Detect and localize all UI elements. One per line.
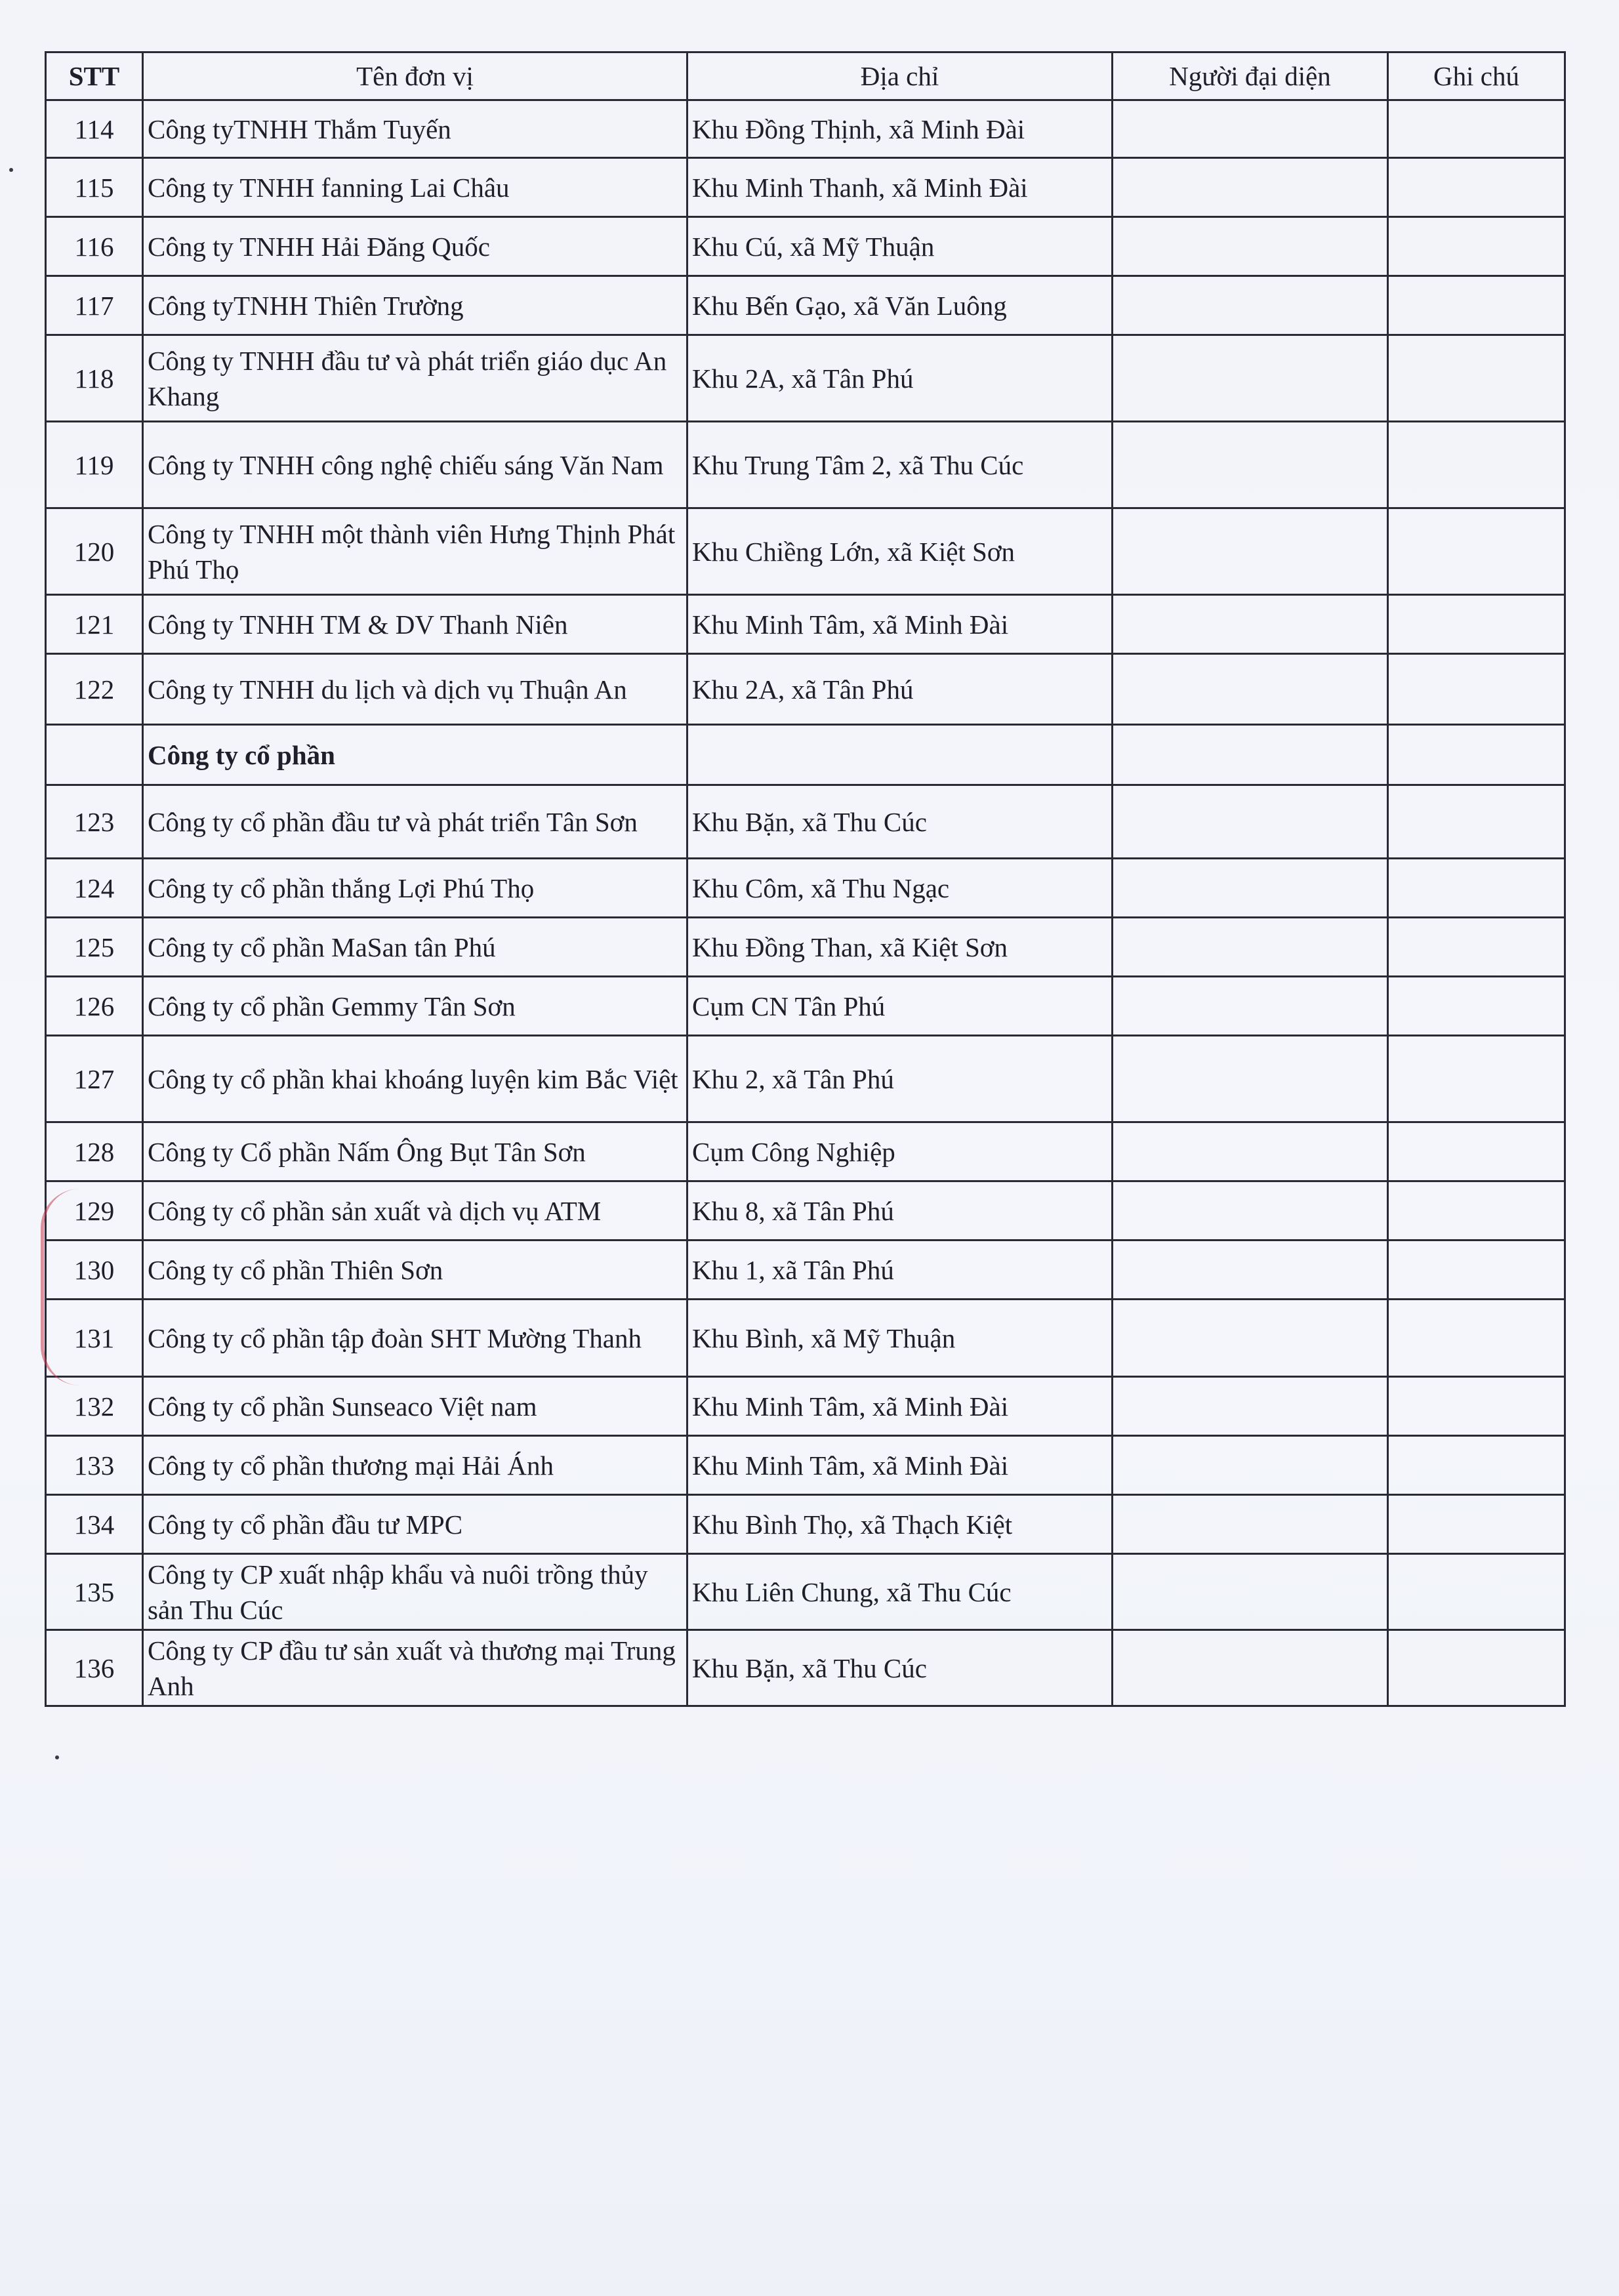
cell-representative bbox=[1113, 918, 1388, 977]
cell-note bbox=[1388, 1377, 1565, 1436]
cell-note bbox=[1388, 1036, 1565, 1122]
cell-unit-name: Công ty cổ phần bbox=[143, 725, 687, 785]
cell-note bbox=[1388, 100, 1565, 158]
cell-note bbox=[1388, 508, 1565, 595]
table-row bbox=[46, 217, 1565, 276]
cell-address: Khu 2A, xã Tân Phú bbox=[687, 654, 1113, 725]
cell-stt: 121 bbox=[46, 595, 143, 654]
cell-representative bbox=[1113, 1036, 1388, 1122]
table-row bbox=[46, 1240, 1565, 1300]
table-row bbox=[46, 100, 1565, 158]
cell-note bbox=[1388, 725, 1565, 785]
cell-unit-name: Công ty cổ phần Gemmy Tân Sơn bbox=[143, 977, 687, 1036]
table-row bbox=[46, 1630, 1565, 1706]
cell-note bbox=[1388, 1240, 1565, 1300]
cell-note bbox=[1388, 158, 1565, 217]
cell-representative bbox=[1113, 725, 1388, 785]
cell-address: Khu Côm, xã Thu Ngạc bbox=[687, 859, 1113, 918]
cell-unit-name: Công ty CP đầu tư sản xuất và thương mại Trung Anh bbox=[143, 1630, 687, 1706]
cell-note bbox=[1388, 422, 1565, 508]
cell-address: Khu Đồng Thịnh, xã Minh Đài bbox=[687, 100, 1113, 158]
header-representative: Người đại diện bbox=[1113, 52, 1388, 100]
cell-stt: 128 bbox=[46, 1122, 143, 1181]
header-note: Ghi chú bbox=[1388, 52, 1565, 100]
cell-stt: 123 bbox=[46, 785, 143, 859]
cell-address: Khu Bặn, xã Thu Cúc bbox=[687, 1630, 1113, 1706]
cell-note bbox=[1388, 1300, 1565, 1377]
header-unit-name: Tên đơn vị bbox=[143, 52, 687, 100]
header-address: Địa chỉ bbox=[687, 52, 1113, 100]
cell-stt: 134 bbox=[46, 1495, 143, 1554]
cell-stt: 136 bbox=[46, 1630, 143, 1706]
cell-address: Khu Trung Tâm 2, xã Thu Cúc bbox=[687, 422, 1113, 508]
cell-note bbox=[1388, 859, 1565, 918]
table-row bbox=[46, 859, 1565, 918]
cell-stt: 117 bbox=[46, 276, 143, 335]
cell-unit-name: Công ty cổ phần thương mại Hải Ánh bbox=[143, 1436, 687, 1495]
cell-address: Cụm CN Tân Phú bbox=[687, 977, 1113, 1036]
cell-representative bbox=[1113, 217, 1388, 276]
cell-stt: 135 bbox=[46, 1554, 143, 1630]
table-row bbox=[46, 1495, 1565, 1554]
cell-unit-name: Công ty TNHH đầu tư và phát triển giáo dục An Khang bbox=[143, 335, 687, 422]
cell-representative bbox=[1113, 335, 1388, 422]
cell-address: Khu Chiềng Lớn, xã Kiệt Sơn bbox=[687, 508, 1113, 595]
cell-stt: 131 bbox=[46, 1300, 143, 1377]
cell-representative bbox=[1113, 1436, 1388, 1495]
cell-representative bbox=[1113, 1630, 1388, 1706]
table-row bbox=[46, 918, 1565, 977]
cell-unit-name: Công ty CP xuất nhập khẩu và nuôi trồng thủy sản Thu Cúc bbox=[143, 1554, 687, 1630]
cell-unit-name: Công ty TNHH du lịch và dịch vụ Thuận An bbox=[143, 654, 687, 725]
table-row bbox=[46, 1377, 1565, 1436]
cell-representative bbox=[1113, 1181, 1388, 1240]
cell-representative bbox=[1113, 100, 1388, 158]
cell-stt: 124 bbox=[46, 859, 143, 918]
cell-stt: 116 bbox=[46, 217, 143, 276]
cell-unit-name: Công ty cổ phần tập đoàn SHT Mường Thanh bbox=[143, 1300, 687, 1377]
cell-unit-name: Công ty TNHH công nghệ chiếu sáng Văn Nam bbox=[143, 422, 687, 508]
cell-unit-name: Công ty cổ phần khai khoáng luyện kim Bắc Việt bbox=[143, 1036, 687, 1122]
cell-note bbox=[1388, 276, 1565, 335]
cell-representative bbox=[1113, 595, 1388, 654]
cell-stt: 122 bbox=[46, 654, 143, 725]
cell-representative bbox=[1113, 654, 1388, 725]
section-row bbox=[46, 725, 1565, 785]
cell-stt: 118 bbox=[46, 335, 143, 422]
cell-address: Khu Bình Thọ, xã Thạch Kiệt bbox=[687, 1495, 1113, 1554]
cell-unit-name: Công ty cổ phần Sunseaco Việt nam bbox=[143, 1377, 687, 1436]
cell-address: Khu Minh Tâm, xã Minh Đài bbox=[687, 1436, 1113, 1495]
cell-note bbox=[1388, 217, 1565, 276]
table-body bbox=[46, 100, 1565, 1706]
cell-unit-name: Công ty cổ phần MaSan tân Phú bbox=[143, 918, 687, 977]
cell-stt: 119 bbox=[46, 422, 143, 508]
cell-address: Khu Đồng Than, xã Kiệt Sơn bbox=[687, 918, 1113, 977]
cell-unit-name: Công tyTNHH Thắm Tuyến bbox=[143, 100, 687, 158]
cell-stt bbox=[46, 725, 143, 785]
cell-note bbox=[1388, 1181, 1565, 1240]
table-row bbox=[46, 1122, 1565, 1181]
table-row bbox=[46, 508, 1565, 595]
cell-stt: 114 bbox=[46, 100, 143, 158]
cell-note bbox=[1388, 918, 1565, 977]
cell-unit-name: Công ty TNHH fanning Lai Châu bbox=[143, 158, 687, 217]
scan-speck bbox=[9, 168, 13, 172]
cell-representative bbox=[1113, 785, 1388, 859]
cell-note bbox=[1388, 1495, 1565, 1554]
cell-address: Khu Bình, xã Mỹ Thuận bbox=[687, 1300, 1113, 1377]
table-row bbox=[46, 654, 1565, 725]
cell-representative bbox=[1113, 1495, 1388, 1554]
cell-representative bbox=[1113, 859, 1388, 918]
cell-address: Khu 1, xã Tân Phú bbox=[687, 1240, 1113, 1300]
scan-speck bbox=[55, 1755, 59, 1759]
table-header-row bbox=[46, 52, 1565, 100]
cell-note bbox=[1388, 1436, 1565, 1495]
cell-unit-name: Công ty TNHH một thành viên Hưng Thịnh Phát Phú Thọ bbox=[143, 508, 687, 595]
cell-representative bbox=[1113, 1377, 1388, 1436]
table-row bbox=[46, 1036, 1565, 1122]
cell-unit-name: Công ty TNHH Hải Đăng Quốc bbox=[143, 217, 687, 276]
table-row bbox=[46, 158, 1565, 217]
cell-stt: 120 bbox=[46, 508, 143, 595]
cell-stt: 133 bbox=[46, 1436, 143, 1495]
cell-representative bbox=[1113, 508, 1388, 595]
cell-unit-name: Công tyTNHH Thiên Trường bbox=[143, 276, 687, 335]
cell-address: Khu Minh Tâm, xã Minh Đài bbox=[687, 595, 1113, 654]
cell-note bbox=[1388, 595, 1565, 654]
table-row bbox=[46, 785, 1565, 859]
cell-representative bbox=[1113, 1300, 1388, 1377]
cell-address: Khu Bến Gạo, xã Văn Luông bbox=[687, 276, 1113, 335]
cell-representative bbox=[1113, 1554, 1388, 1630]
cell-stt: 127 bbox=[46, 1036, 143, 1122]
table-row bbox=[46, 422, 1565, 508]
cell-address: Khu Minh Thanh, xã Minh Đài bbox=[687, 158, 1113, 217]
cell-representative bbox=[1113, 977, 1388, 1036]
cell-representative bbox=[1113, 276, 1388, 335]
cell-stt: 115 bbox=[46, 158, 143, 217]
cell-representative bbox=[1113, 422, 1388, 508]
cell-unit-name: Công ty cổ phần sản xuất và dịch vụ ATM bbox=[143, 1181, 687, 1240]
cell-address: Khu Bặn, xã Thu Cúc bbox=[687, 785, 1113, 859]
table-row bbox=[46, 1436, 1565, 1495]
cell-unit-name: Công ty cổ phần Thiên Sơn bbox=[143, 1240, 687, 1300]
table-row bbox=[46, 335, 1565, 422]
cell-note bbox=[1388, 1554, 1565, 1630]
table-row bbox=[46, 276, 1565, 335]
cell-note bbox=[1388, 1630, 1565, 1706]
cell-note bbox=[1388, 785, 1565, 859]
table-row bbox=[46, 1554, 1565, 1630]
cell-address: Khu Cú, xã Mỹ Thuận bbox=[687, 217, 1113, 276]
table-row bbox=[46, 595, 1565, 654]
cell-note bbox=[1388, 977, 1565, 1036]
cell-stt: 126 bbox=[46, 977, 143, 1036]
cell-address: Khu 2, xã Tân Phú bbox=[687, 1036, 1113, 1122]
cell-note bbox=[1388, 335, 1565, 422]
cell-unit-name: Công ty cổ phần đầu tư và phát triển Tân Sơn bbox=[143, 785, 687, 859]
table-row bbox=[46, 1181, 1565, 1240]
cell-note bbox=[1388, 654, 1565, 725]
cell-stt: 132 bbox=[46, 1377, 143, 1436]
cell-stt: 125 bbox=[46, 918, 143, 977]
cell-address: Khu Minh Tâm, xã Minh Đài bbox=[687, 1377, 1113, 1436]
cell-address: Khu 2A, xã Tân Phú bbox=[687, 335, 1113, 422]
cell-representative bbox=[1113, 1122, 1388, 1181]
cell-unit-name: Công ty cổ phần đầu tư MPC bbox=[143, 1495, 687, 1554]
table-row bbox=[46, 1300, 1565, 1377]
cell-note bbox=[1388, 1122, 1565, 1181]
cell-address bbox=[687, 725, 1113, 785]
cell-representative bbox=[1113, 158, 1388, 217]
cell-unit-name: Công ty Cổ phần Nấm Ông Bụt Tân Sơn bbox=[143, 1122, 687, 1181]
cell-stt: 130 bbox=[46, 1240, 143, 1300]
cell-unit-name: Công ty cổ phần thắng Lợi Phú Thọ bbox=[143, 859, 687, 918]
cell-address: Cụm Công Nghiệp bbox=[687, 1122, 1113, 1181]
cell-address: Khu Liên Chung, xã Thu Cúc bbox=[687, 1554, 1113, 1630]
header-stt: STT bbox=[46, 52, 143, 100]
cell-address: Khu 8, xã Tân Phú bbox=[687, 1181, 1113, 1240]
cell-stt: 129 bbox=[46, 1181, 143, 1240]
company-roster-table bbox=[45, 51, 1566, 1707]
cell-representative bbox=[1113, 1240, 1388, 1300]
cell-unit-name: Công ty TNHH TM & DV Thanh Niên bbox=[143, 595, 687, 654]
table-row bbox=[46, 977, 1565, 1036]
